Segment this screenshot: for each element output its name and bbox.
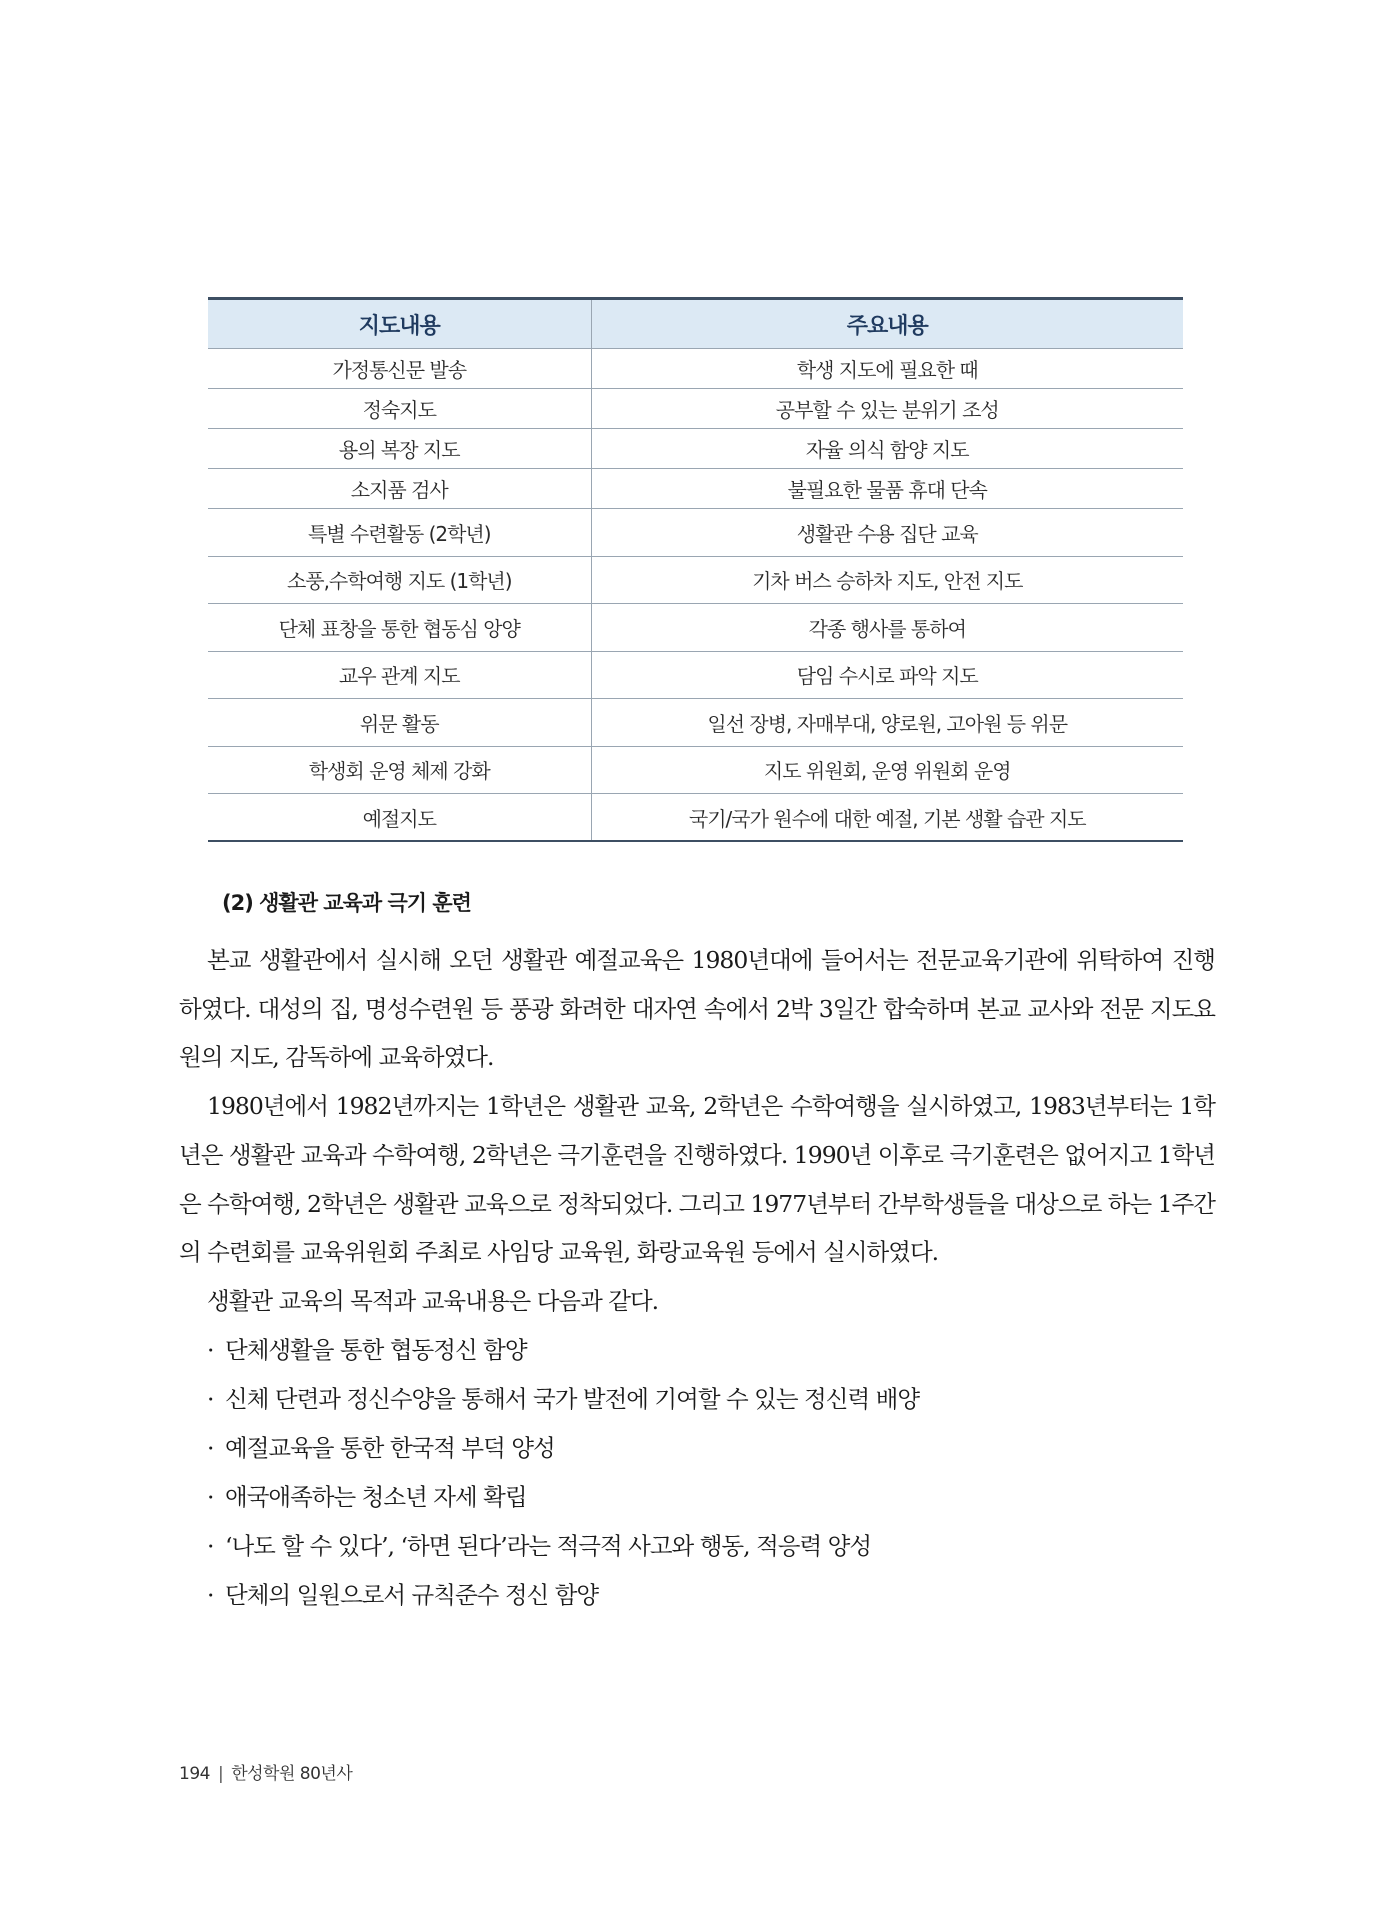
table-row	[208, 469, 1183, 509]
table-cell-guidance: 위문 활동	[208, 699, 591, 747]
header-main-content: 주요내용	[591, 299, 1183, 349]
table-cell-guidance: 특별 수련활동 (2학년)	[208, 509, 591, 557]
table-cell-main: 공부할 수 있는 분위기 조성	[591, 389, 1183, 429]
table-cell-main: 자율 의식 함양 지도	[591, 429, 1183, 469]
table-cell-main: 지도 위원회, 운영 위원회 운영	[591, 746, 1183, 794]
table-cell-guidance: 가정통신문 발송	[208, 349, 591, 389]
table-row	[208, 794, 1183, 842]
guidance-table	[208, 297, 1183, 842]
bullet-mark: ·	[207, 1531, 214, 1560]
page-number: 194	[179, 1764, 210, 1784]
table-row	[208, 746, 1183, 794]
table-cell-main: 국기/국가 원수에 대한 예절, 기본 생활 습관 지도	[591, 794, 1183, 842]
list-item-text: 단체생활을 통한 협동정신 함양	[225, 1335, 527, 1364]
bullet-mark: ·	[207, 1482, 214, 1511]
table-row	[208, 556, 1183, 604]
table-cell-guidance: 예절지도	[208, 794, 591, 842]
table-row	[208, 349, 1183, 389]
table-cell-main: 각종 행사를 통하여	[591, 604, 1183, 652]
book-title: 한성학원 80년사	[231, 1764, 353, 1784]
table-cell-guidance: 교우 관계 지도	[208, 651, 591, 699]
table-cell-main: 담임 수시로 파악 지도	[591, 651, 1183, 699]
table-cell-main: 기차 버스 승하차 지도, 안전 지도	[591, 556, 1183, 604]
table-row	[208, 429, 1183, 469]
table-cell-guidance: 단체 표창을 통한 협동심 앙양	[208, 604, 591, 652]
table-row	[208, 509, 1183, 557]
list-item	[179, 1571, 1215, 1620]
table-cell-main: 일선 장병, 자매부대, 양로원, 고아원 등 위문	[591, 699, 1183, 747]
paragraph: 1980년에서 1982년까지는 1학년은 생활관 교육, 2학년은 수학여행을 실시하였고, 1983년부터는 1학년은 생활관 교육과 수학여행, 2학년은 극기훈련을 진행하였다. 1990년 이후로 극기훈련은 없어지고 1학년은 수학여행, 2학년은 생활관 교육으로 정착되었다. 그리고 1977년부터 간부학생들을 대상으로 하는 1주간의 수련회를 교육위원회 주최로 사임당 교육원, 화랑교육원 등에서 실시하였다.	[179, 1092, 1215, 1267]
paragraph: 본교 생활관에서 실시해 오던 생활관 예절교육은 1980년대에 들어서는 전문교육기관에 위탁하여 진행하였다. 대성의 집, 명성수련원 등 풍광 화려한 대자연 속에서 2박 3일간 합숙하며 본교 교사와 전문 지도요원의 지도, 감독하에 교육하였다.	[179, 946, 1215, 1072]
list-item-text: ‘나도 할 수 있다’, ‘하면 된다’라는 적극적 사고와 행동, 적응력 양성	[225, 1531, 872, 1560]
table-cell-main: 학생 지도에 필요한 때	[591, 349, 1183, 389]
table-cell-guidance: 정숙지도	[208, 389, 591, 429]
objectives-list	[179, 1326, 1215, 1620]
list-item	[179, 1375, 1215, 1424]
list-item	[179, 1522, 1215, 1571]
table-cell-main: 생활관 수용 집단 교육	[591, 509, 1183, 557]
list-item	[179, 1424, 1215, 1473]
bullet-mark: ·	[207, 1433, 214, 1462]
bullet-mark: ·	[207, 1580, 214, 1609]
table-row	[208, 604, 1183, 652]
header-guidance-content: 지도내용	[208, 299, 591, 349]
table-row	[208, 699, 1183, 747]
table-header-row	[208, 299, 1183, 349]
paragraph: 생활관 교육의 목적과 교육내용은 다음과 같다.	[207, 1286, 659, 1315]
list-item-text: 예절교육을 통한 한국적 부덕 양성	[225, 1433, 555, 1462]
table-cell-guidance: 용의 복장 지도	[208, 429, 591, 469]
list-item-text: 애국애족하는 청소년 자세 확립	[225, 1482, 527, 1511]
bullet-mark: ·	[207, 1384, 214, 1413]
list-item-text: 단체의 일원으로서 규칙준수 정신 함양	[225, 1580, 599, 1609]
body-text	[179, 936, 1215, 1620]
table-cell-guidance: 학생회 운영 체제 강화	[208, 746, 591, 794]
table-row	[208, 389, 1183, 429]
footer-separator: |	[217, 1764, 224, 1784]
table-row	[208, 651, 1183, 699]
list-item	[179, 1326, 1215, 1375]
page-footer	[179, 1759, 352, 1784]
section-heading: (2) 생활관 교육과 극기 훈련	[222, 891, 471, 915]
list-item-text: 신체 단련과 정신수양을 통해서 국가 발전에 기여할 수 있는 정신력 배양	[225, 1384, 920, 1413]
bullet-mark: ·	[207, 1335, 214, 1364]
table-cell-guidance: 소지품 검사	[208, 469, 591, 509]
table-cell-guidance: 소풍,수학여행 지도 (1학년)	[208, 556, 591, 604]
list-item	[179, 1473, 1215, 1522]
table-cell-main: 불필요한 물품 휴대 단속	[591, 469, 1183, 509]
